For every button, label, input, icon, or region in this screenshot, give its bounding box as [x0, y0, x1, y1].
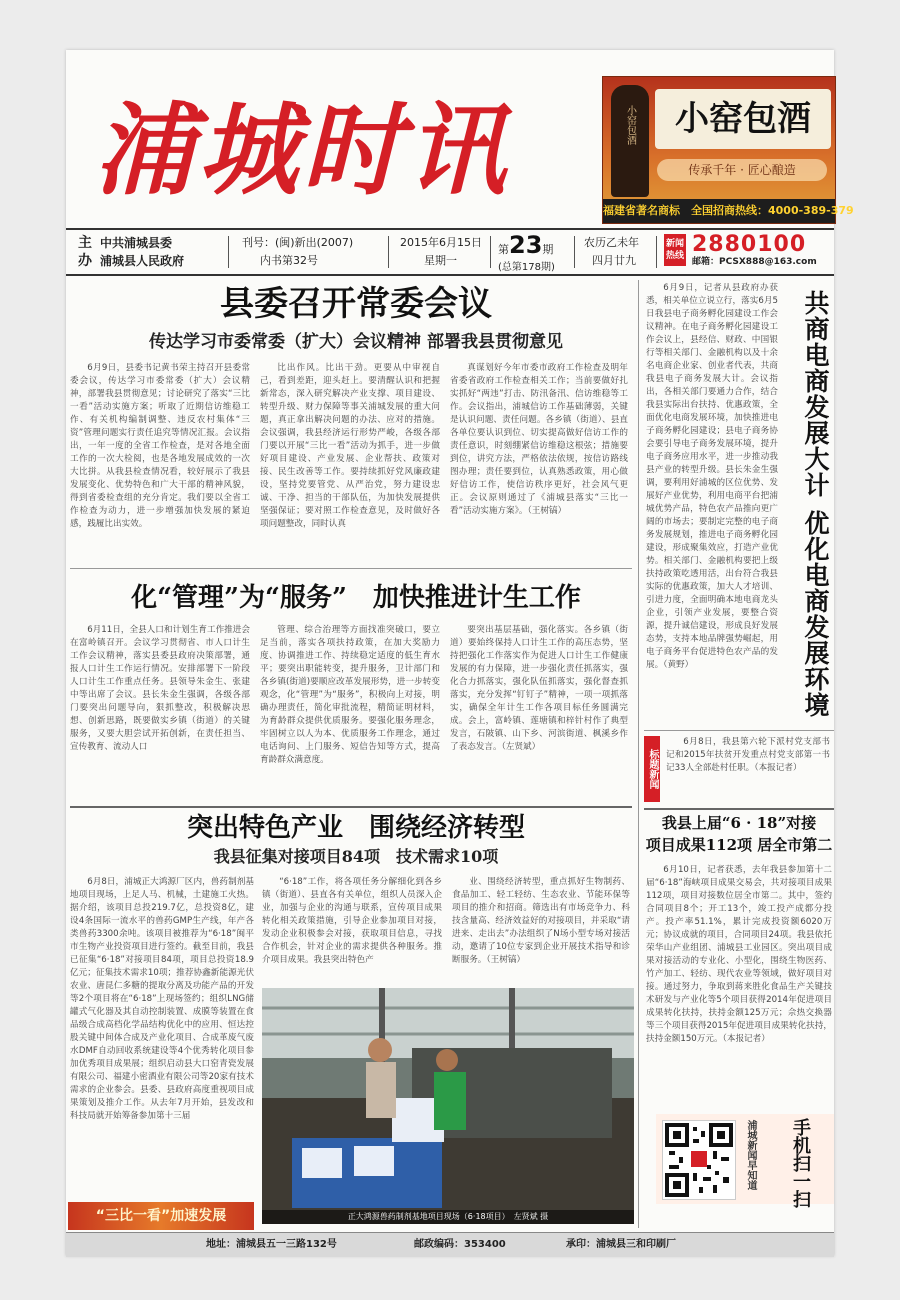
article1-column: 真谋划好今年市委市政府工作检查及明年省委省政府工作检查相关工作；当前要做好扎实抓好“两违”打击、防汛备汛、信访维稳等工作。会议指出，浦城信访工作基础薄弱，关键是认识问题、责任问题。各乡镇（街道）、县直各单位要认识到位、切实提高做好信访工作的责任意识，时刻绷紧信访维稳这根弦；措施要到位，讲究方法，严格依法依规，按信访路线图办理；责任要到位，认真熟悉政策，用心做好信访工作，使信访秩序更好，社会风气更正。会议原则通过了《浦城县落实“三比一看”活动实施方案》。（王树镐）: [450, 363, 628, 516]
campaign-banner[interactable]: “三比一看”加速发展: [68, 1202, 254, 1230]
ecommerce-title-1: 共商电商发展大计: [801, 290, 830, 498]
article2-title: 化“管理”为“服务” 加快推进计生工作: [131, 583, 581, 613]
section-divider: [644, 808, 834, 810]
qr-code-image: [663, 1121, 735, 1199]
article3-column: 业、围绕经济转型，重点抓好生物制药、食品加工、轻工轻纺、生态农业、节能环保等项目的推介和招商。筛选出有市场竞争力、科技含量高、经济效益好的对接项目，并采取“请进来、走出去”办法组织了N场小型专场对接活动，邀请了10位专家到企业开展技术指导和诊断服务。（王树镐）: [452, 877, 630, 965]
divider: [228, 236, 229, 268]
headline-news-badge: 标题新闻: [644, 736, 660, 802]
column-divider: [638, 280, 639, 1228]
ecommerce-article-text: 6月9日，记者从县政府办获悉，相关单位立说立行，落实6月5日我县电子商务孵化园建设工作会议精神。在电子商务孵化园建设工作会议上，县经信、财政、中国银行等相关部门、金融机构以及十余名电商企业家、创业者代表，共商我县电子商务发展大计。会议指出，各相关部门要通力合作，结合我县实际出台扶持、优惠政策，全面优化电商发展环境，加快推进电子商务孵化园建设；县电子商务协会要引导电子商务发展环境，提升电子商务应用水平，进一步推动我县产业的转型升级。县长朱金生强调，要利用好浦城的区位优势、发展好产业优势，利用电商平台把浦城优势产品，特色农产品推向更广阔的市场去；要制定完整的电子商务发展规划，推进电子商务孵化园建设，形成聚集效应，打造产业优势。相关部门、金融机构要把上级扶持政策吃透用活，出台符合我县实际的优惠政策，加大人才培训、引进力度，全面明确本地电商龙头企业，引领产业发展，要整合资源，提升诚信建设，形成良好发展态势，支持本地品牌强势崛起，用电子商务平台促进特色农产品的发展。（黄野）: [646, 283, 778, 670]
qr-code[interactable]: [662, 1120, 736, 1200]
factory-photo: [262, 988, 634, 1224]
story-title-line-1: 我县上届“6 · 18”对接: [661, 814, 817, 832]
divider: [574, 236, 575, 268]
sponsor-names: 中共浦城县委 浦城县人民政府: [100, 236, 185, 268]
issue-date: 2015年6月15日 星期一: [400, 236, 482, 267]
article3-title: 突出特色产业 围绕经济转型: [186, 813, 525, 843]
issue-info-bar: [66, 228, 834, 276]
story-title-line-2: 项目成果112项 居全市第二: [645, 836, 833, 854]
ad-tagline: 福建省著名商标 全国招商热线：4000-389-379: [603, 199, 835, 223]
divider: [656, 236, 657, 268]
divider: [490, 236, 491, 268]
footer-bar: [66, 1232, 834, 1257]
article2-column: 管理、综合治理等方面找准突破口，要立足当前，落实各项扶持政策，在加大奖励力度、协调推进工作、持续稳定适度的低生育水平；要突出职能转变，提升服务，卫计部门和各乡镇(街道)要顺应改革发展形势，进一步转变观念，化“管理”为“服务”，积极向上对接，明确办理责任，简化审批流程，精简证明材料，为育龄群众提供优质服务。要强化服务理念，牢固树立以人为本、优质服务工作理念，通过电话询问、上门服务、短信告知等方式，提高育龄群众满意度。: [260, 625, 440, 765]
footer-postcode: 邮政编码：353400: [414, 1239, 506, 1250]
liquor-advertisement[interactable]: [602, 76, 854, 224]
section-divider: [644, 730, 834, 731]
article3-column: 6月8日，浦城正大鸿源厂区内，兽药制剂基地项目现场，上足人马、机械，土建施工火热。据介绍，该项目总投219.7亿，总投资8亿，建设4条国际一流水平的兽药GMP生产线，年产各类兽药3300余吨。该项目被推荐为“6·18”闽平市生物产业投资项目进行签约。截至目前，我县已征集“6·18”对接项目84项，项目总投资18.9亿元；征集技术需求10项；推荐协鑫新能源光伏农业、唐昆仁多糖的提取分离及功能产品的开发等2个项目将在“6·18”上现场签约；组织LNG储罐式气化器及其自动控制装置、成膜等装置在食品级合成高档化学品结构优化中的应用、恒达控股关键中间体合成及产业化项目、合成革废气废水DMF自动回收系统建设等4个优秀转化项目参加优秀项目成果展；组织启动县大口窑青瓷发展有限公司、福建小密酒业有限公司等20家有技术需求的企业参会。县委、县政府高度重视项目成果策划及推介工作。从去年7月开始，县发改和科技局就开始筹备参加第十三届: [70, 877, 254, 1121]
hotline-label: 新闻热线: [664, 234, 686, 266]
article2-column: 6月11日，全县人口和计划生育工作推进会在富岭镇召开。会议学习贯彻省、市人口计生工作会议精神，落实县委县政府决策部署，通报人口计生工作运行情况。安排部署下一阶段人口计生工作重点任务。县领导朱金生、张建中等出席了会议。县长朱金生强调，各级各部门要突出问题导向，狠抓整改，积极解决思想、创新思路，既要做实乡镇（街道）的关键服务，又要大胆尝试开拓创新，在责任担当、宣传教育、流动人口: [70, 625, 250, 752]
hotline-number[interactable]: 2880100: [692, 232, 807, 257]
article3-subtitle: 我县征集对接项目84项 技术需求10项: [213, 847, 499, 866]
article1-subtitle: 传达学习市委常委（扩大）会议精神 部署我县贯彻意见: [149, 332, 563, 352]
masthead-title: 浦城时讯: [94, 91, 510, 209]
hotline: 2880100 邮箱：PCSX888@163.com: [692, 232, 817, 267]
qr-vertical-label: 浦城新闻早知道: [745, 1120, 756, 1190]
permit-number: 刊号：(闽)新出(2007) 内书第32号: [242, 236, 354, 267]
article1-column: 比出作风。比出干劲。更要从中审视自己，看到差距，迎头赶上。要清醒认识和把握新常态，深入研究解决产业支撑、项目建设、转型升级、财力保障等事关浦城发展的重大问题，真正拿出解决问题的办法、应对的措施。会议强调，我县经济运行形势严峻，各级各部门要以开展“三比一看”活动为抓手，进一步做好项目建设、产业发展、企业帮扶、政策对接、民生改善等工作。要持续抓好党风廉政建设，坚持党要管党、从严治党，努力建设忠诚、干净、担当的干部队伍，为加快发展提供坚强保证；要对照工作检查意见，及时做好各项问题整改，同时认真: [260, 363, 440, 529]
qr-scan-label: 手机扫一扫: [790, 1118, 811, 1208]
ad-brand: 小窑包酒: [655, 89, 831, 149]
story-text: 6月10日，记者获悉，去年我县参加第十二届“6·18”海峡项目成果交易会，共对接项目成果112项，项目对接数位居全市第二。其中，签约合同项目8个；开工13个，竣工投产成都分投产。投产率51.1%，累计完成投资额6020万元；协议成就的项目，合同项目24项。我县依托荣华山产业组团、浦城县工业园区。突出项目成果对接活动的专业化、小型化，围绕生物医药、竹产加工、轻纺、现代农业等领域，做好项目对接。通过努力，争取到蒋来胜化食品生产关键技术研发与产业化等5个项目获得2014年促进项目成果转化扶持，扶持金额125万元；佘热交换器等三个项目获得2015年促进项目成果转化扶持，扶持金额150万元。（本报记者）: [646, 865, 832, 1044]
article2-column: 要突出基层基础，强化落实。各乡镇（街道）要始终保持人口计生工作的高压态势，坚持把强化工作落实作为促进人口计生工作健康发展的有力保障，进一步强化责任抓落实，强化合力抓落实，强化队伍抓落实，强化督查抓落实，充分发挥“钉钉子”精神，一项一项抓落实，确保全年计生工作各项目标任务圆满完成。会上，富岭镇、莲塘镇和梓针村作了典型发言，石陂镇、山下乡、河滨街道、枫溪乡作了表态发言。（左贤斌）: [450, 625, 628, 752]
ecommerce-title-2: 优化电商发展环境: [801, 510, 830, 718]
article3-column: “6·18”工作，将各项任务分解细化到各乡镇（街道）、县直各有关单位，组织人员深入企业，加强与企业的沟通与联系，宣传项目成果转化相关政策措施，引导企业参加项目对接，发动企业积极参会对接，获取项目信息，寻找合作机会，针对企业的需求提供各种服务。推介项目成果。我县突出特色产: [262, 877, 442, 965]
newspaper-page: [66, 50, 854, 1256]
footer-printer: 承印：浦城县三和印刷厂: [566, 1239, 676, 1250]
article1-column: 6月9日，县委书记黄书荣主持召开县委常委会议，传达学习市委常委（扩大）会议精神，部署我县贯彻意见；讨论研究了落实“三比一看”活动实施方案；听取了近期信访维稳工作、有关机构编制调整、违反农村集体“三资”管理问题实行责任追究等情况汇报。会议指出，一年一度的全省工作检查，是对各地全面工作的一次大检阅，也是各地发展成效的一次大比拼。从我县检查情况看，较好展示了我县发展变化、优势特色和广大干部的精神风貌，得到省委检查组的充分肯定。我们要以全省工作检查为动力，进一步增强加快发展的紧迫感，践履比出实效。: [70, 363, 250, 529]
sponsor-label: 主 办: [78, 235, 92, 269]
photo-caption: 正大鸿源兽药制剂基地项目现场（6·18项目） 左贤斌 摄: [347, 1212, 549, 1221]
ad-slogan: 传承千年 · 匠心酿造: [657, 159, 827, 181]
factory-photo-image: [262, 988, 634, 1224]
lunar-date: 农历乙未年 四月廿九: [584, 236, 639, 267]
footer-address: 地址：浦城县五一三路132号: [206, 1239, 337, 1250]
email-link[interactable]: PCSX888@163.com: [719, 257, 817, 267]
headline-news-text: 6月8日，我县第六轮下派村党支部书记和2015年扶贫开发重点村党支部第一书记33人全部赴村任职。（本报记者）: [666, 737, 830, 773]
liquor-bottle-image: [611, 85, 649, 197]
issue-number: 第23期 (总第178期): [498, 231, 555, 273]
section-divider: [70, 568, 632, 569]
article1-title: 县委召开常委会议: [220, 284, 492, 324]
bottle-label: 小窑包酒: [624, 105, 636, 145]
divider: [388, 236, 389, 268]
